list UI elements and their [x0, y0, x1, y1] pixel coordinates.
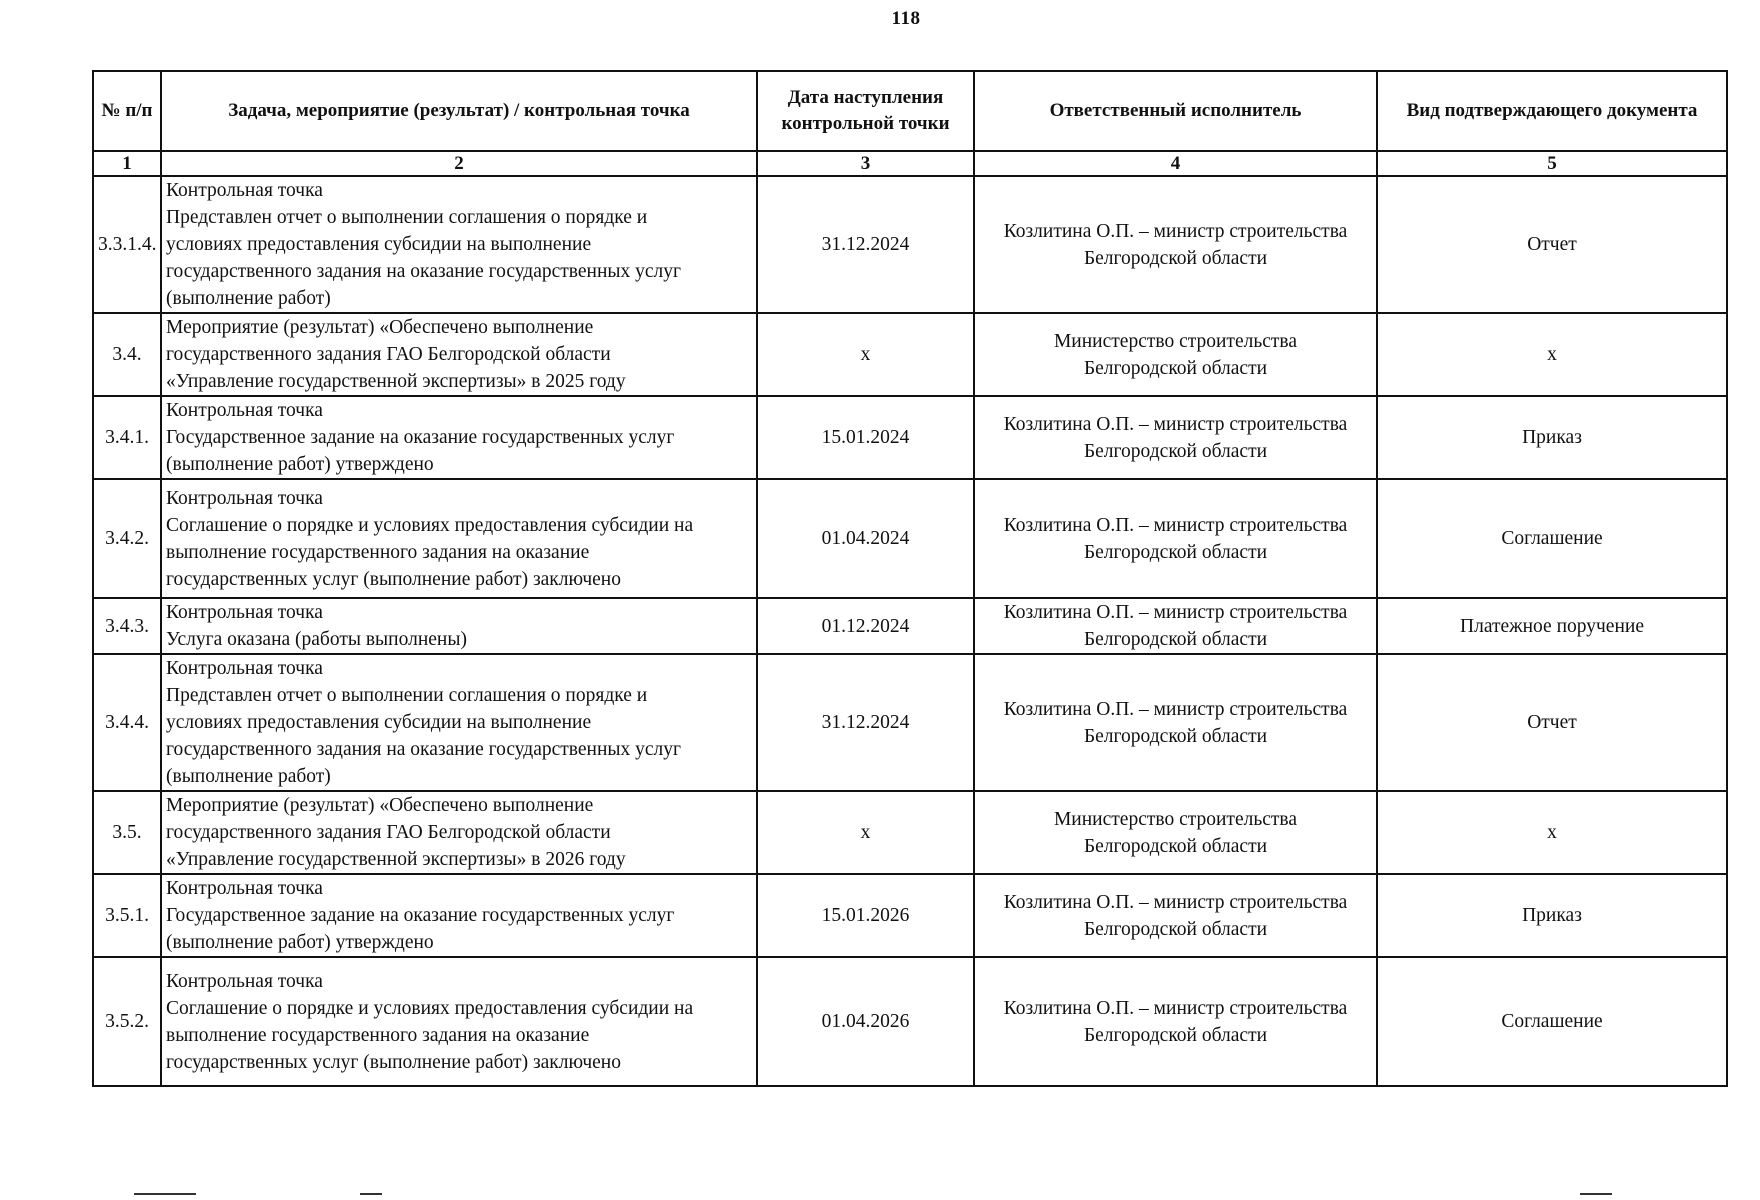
task-line: Контрольная точка [166, 400, 323, 421]
row-number: 3.3.1.4. [93, 176, 161, 313]
responsible-cell [974, 479, 1377, 598]
control-date: 31.12.2024 [757, 176, 974, 313]
responsible-line: Министерство строительства [1053, 808, 1298, 830]
column-number: 5 [1377, 151, 1727, 176]
table-row [93, 654, 1727, 791]
header-doc-type: Вид подтверждающего документа [1377, 71, 1727, 151]
header-task: Задача, мероприятие (результат) / контрольная точка [161, 71, 757, 151]
table-row [93, 396, 1727, 479]
table-header-row [93, 71, 1727, 151]
task-line: Государственное задание на оказание государственных услуг [166, 905, 675, 926]
task-line: государственного задания ГАО Белгородской области [166, 822, 611, 843]
responsible-cell [974, 874, 1377, 957]
document-type: Соглашение [1377, 957, 1727, 1086]
column-number: 4 [974, 151, 1377, 176]
table-row [93, 957, 1727, 1086]
task-line: Контрольная точка [166, 878, 323, 899]
task-line: Контрольная точка [166, 658, 323, 679]
responsible-line: Белгородской области [1083, 247, 1268, 269]
task-cell [161, 176, 757, 313]
table-body [93, 176, 1727, 1086]
task-line: Соглашение о порядке и условиях предоставления субсидии на [166, 997, 694, 1019]
header-date-line: контрольной точки [781, 113, 950, 134]
responsible-line: Белгородской области [1083, 918, 1268, 940]
page-number: 118 [891, 8, 921, 29]
task-cell [161, 791, 757, 874]
task-line: Представлен отчет о выполнении соглашения о порядке и [166, 685, 648, 706]
header-date-line: Дата наступления [787, 87, 944, 108]
responsible-cell [974, 598, 1377, 654]
document-type: Соглашение [1377, 479, 1727, 598]
task-line: (выполнение работ) [166, 288, 331, 309]
row-number: 3.4.4. [93, 654, 161, 791]
responsible-line: Белгородской области [1083, 541, 1268, 563]
task-line: государственного задания ГАО Белгородской области [166, 344, 611, 365]
task-line: (выполнение работ) утверждено [166, 454, 434, 475]
table-row [93, 598, 1727, 654]
table-row [93, 791, 1727, 874]
task-line: Государственное задание на оказание государственных услуг [166, 427, 675, 448]
responsible-line: Козлитина О.П. – министр строительства [1003, 514, 1348, 536]
row-number: 3.4.3. [93, 598, 161, 654]
responsible-cell [974, 957, 1377, 1086]
control-date: 01.04.2026 [757, 957, 974, 1086]
footer-divider [1580, 1193, 1612, 1195]
task-line: Контрольная точка [166, 180, 323, 201]
task-line: выполнение государственного задания на оказание [166, 541, 590, 563]
table-row [93, 176, 1727, 313]
task-line: Соглашение о порядке и условиях предоставления субсидии на [166, 514, 694, 536]
task-line: «Управление государственной экспертизы» в 2026 году [166, 849, 626, 870]
header-responsible: Ответственный исполнитель [974, 71, 1377, 151]
control-points-table [92, 70, 1728, 1087]
task-line: Мероприятие (результат) «Обеспечено выполнение [166, 317, 594, 338]
task-line: государственных услуг (выполнение работ) заключено [166, 568, 621, 590]
task-line: «Управление государственной экспертизы» в 2025 году [166, 371, 626, 392]
responsible-line: Козлитина О.П. – министр строительства [1003, 220, 1348, 242]
task-line: государственного задания на оказание государственных услуг [166, 261, 682, 282]
responsible-line: Белгородской области [1083, 440, 1268, 462]
task-cell [161, 874, 757, 957]
row-number: 3.5. [93, 791, 161, 874]
column-number: 2 [161, 151, 757, 176]
responsible-cell [974, 313, 1377, 396]
responsible-line: Козлитина О.П. – министр строительства [1003, 891, 1348, 913]
footer-divider [360, 1193, 382, 1195]
column-number: 1 [93, 151, 161, 176]
control-date: 31.12.2024 [757, 654, 974, 791]
table-row [93, 313, 1727, 396]
responsible-line: Козлитина О.П. – министр строительства [1003, 997, 1348, 1019]
task-line: Представлен отчет о выполнении соглашения о порядке и [166, 207, 648, 228]
task-line: Мероприятие (результат) «Обеспечено выполнение [166, 795, 594, 816]
task-line: Контрольная точка [166, 487, 323, 509]
responsible-line: Министерство строительства [1053, 330, 1298, 352]
control-date: 15.01.2024 [757, 396, 974, 479]
responsible-cell [974, 791, 1377, 874]
task-line: государственного задания на оказание государственных услуг [166, 739, 682, 760]
header-num: № п/п [93, 71, 161, 151]
row-number: 3.4.2. [93, 479, 161, 598]
task-line: (выполнение работ) утверждено [166, 932, 434, 953]
task-cell [161, 654, 757, 791]
task-line: Услуга оказана (работы выполнены) [166, 629, 467, 650]
task-line: выполнение государственного задания на оказание [166, 1024, 590, 1046]
control-date: x [757, 313, 974, 396]
column-number-row [93, 151, 1727, 176]
responsible-cell [974, 654, 1377, 791]
task-cell [161, 313, 757, 396]
document-type: x [1377, 313, 1727, 396]
task-cell [161, 479, 757, 598]
task-line: условиях предоставления субсидии на выполнение [166, 712, 592, 733]
task-cell [161, 598, 757, 654]
document-type: x [1377, 791, 1727, 874]
responsible-cell [974, 176, 1377, 313]
responsible-cell [974, 396, 1377, 479]
header-date [757, 71, 974, 151]
responsible-line: Козлитина О.П. – министр строительства [1003, 698, 1348, 720]
control-date: x [757, 791, 974, 874]
column-number: 3 [757, 151, 974, 176]
document-type: Отчет [1377, 654, 1727, 791]
row-number: 3.4. [93, 313, 161, 396]
task-line: (выполнение работ) [166, 766, 331, 787]
document-type: Приказ [1377, 396, 1727, 479]
control-date: 15.01.2026 [757, 874, 974, 957]
document-type: Отчет [1377, 176, 1727, 313]
responsible-line: Козлитина О.П. – министр строительства [1003, 602, 1348, 623]
document-type: Приказ [1377, 874, 1727, 957]
responsible-line: Козлитина О.П. – министр строительства [1003, 413, 1348, 435]
task-cell [161, 957, 757, 1086]
row-number: 3.5.1. [93, 874, 161, 957]
document-type: Платежное поручение [1377, 598, 1727, 654]
responsible-line: Белгородской области [1083, 357, 1268, 379]
control-date: 01.04.2024 [757, 479, 974, 598]
task-cell [161, 396, 757, 479]
responsible-line: Белгородской области [1083, 629, 1268, 650]
row-number: 3.4.1. [93, 396, 161, 479]
task-line: Контрольная точка [166, 970, 323, 992]
footer-divider [134, 1193, 196, 1195]
responsible-line: Белгородской области [1083, 725, 1268, 747]
row-number: 3.5.2. [93, 957, 161, 1086]
task-line: условиях предоставления субсидии на выполнение [166, 234, 592, 255]
table-row [93, 479, 1727, 598]
table-row [93, 874, 1727, 957]
task-line: государственных услуг (выполнение работ) заключено [166, 1051, 621, 1073]
responsible-line: Белгородской области [1083, 1024, 1268, 1046]
responsible-line: Белгородской области [1083, 835, 1268, 857]
task-line: Контрольная точка [166, 602, 323, 623]
control-date: 01.12.2024 [757, 598, 974, 654]
